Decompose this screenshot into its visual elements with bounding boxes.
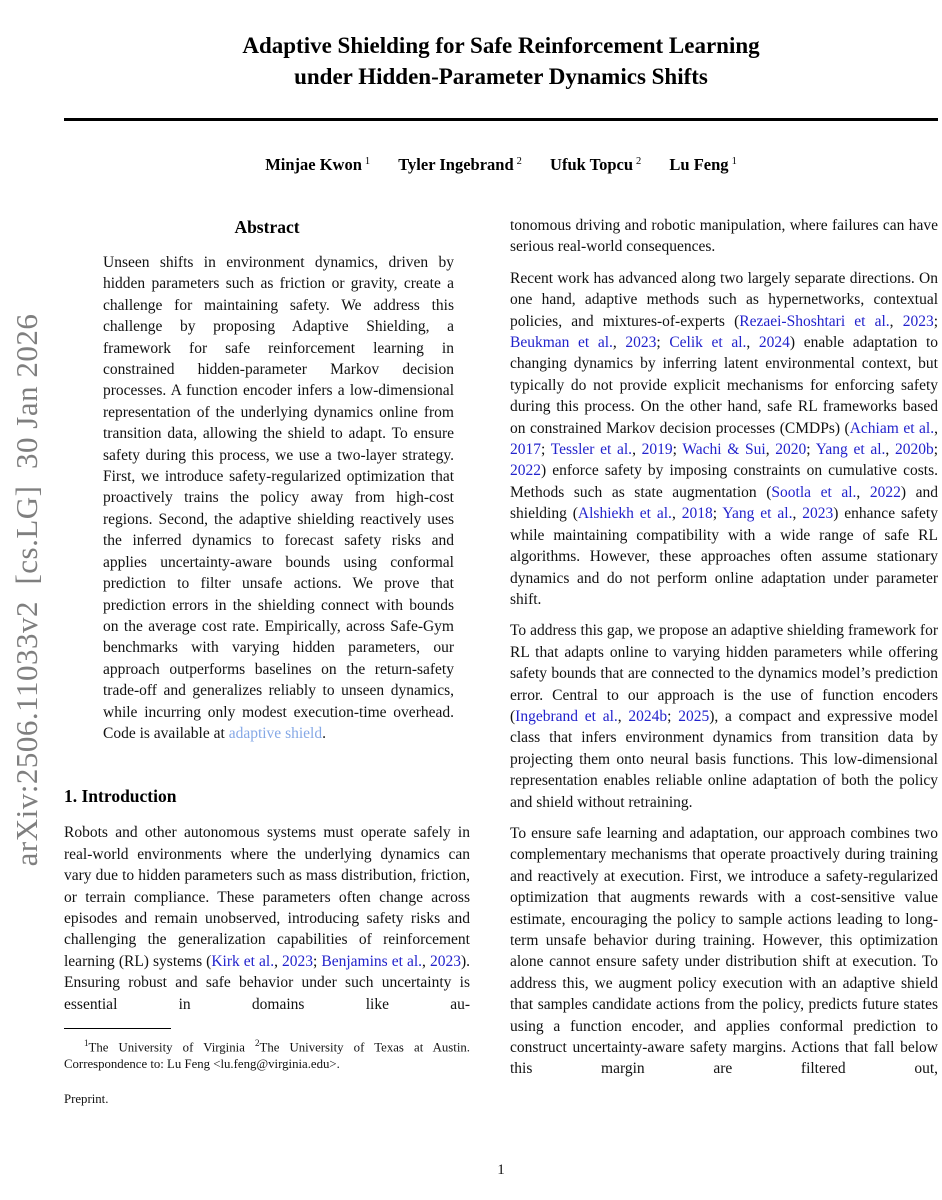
abstract-text: Unseen shifts in environment dynamics, driven by hidden parameters such as friction or gravity, create a challenge for maintaining safety. We address this challenge by proposing Adaptive Shielding, a framework for safe reinforcement learning in constrained hidden-parameter Markov decision processes. A function encoder infers a low-dimensional representation of the underlying dynamics online from transition data, allowing the shield to adapt. To ensure safety during this process, we use a two-layer strategy. First, we introduce safety-regularized optimization that proactively trains the policy away from high-cost regions. Second, the adaptive shielding reactively uses the inferred dynamics to forecast safety risks and applies uncertainty-aware bounds using conformal prediction to filter unsafe actions. We prove that prediction errors in the shielding connect with bounds on the average cost rate. Empirically, across Safe-Gym benchmarks with varying hidden parameters, our approach outperforms baselines on the return-safety trade-off and generalizes reliably to unseen dynamics, while incurring only modest execution-time overhead. Code is available at adaptive shield. xyxy=(103,254,454,742)
citation-link[interactable]: Achiam et al. xyxy=(849,419,935,437)
footnote-text: $^1$The University of Virginia $^2$The University of Texas at Austin. Correspondence to: Lu Feng <lu.feng@virginia.edu>. xyxy=(64,1038,470,1072)
footnote-block xyxy=(64,1028,470,1108)
citation-link[interactable]: Kirk et al. xyxy=(211,952,275,970)
citation-link[interactable]: 2025 xyxy=(678,707,710,725)
author xyxy=(265,155,370,174)
introduction-section xyxy=(64,822,470,1015)
citation-link[interactable]: Celik et al. xyxy=(669,334,747,352)
body-paragraph-1: tonomous driving and robotic manipulation, where failures can have serious real-world consequences. xyxy=(510,217,938,256)
two-column-body xyxy=(64,215,938,1108)
citation-link[interactable]: 2023 xyxy=(802,505,834,523)
page-number: 1 xyxy=(497,1162,505,1178)
citation-link[interactable]: Tessler et al. xyxy=(550,441,633,459)
citation-link[interactable]: 2017 xyxy=(510,441,541,459)
abstract-heading: Abstract xyxy=(234,217,300,237)
citation-link[interactable]: 2022 xyxy=(869,483,901,501)
citation-link[interactable]: Sootla et al. xyxy=(771,483,857,501)
paper-title-line1: Adaptive Shielding for Safe Reinforcement Learning xyxy=(242,33,760,58)
citation-link[interactable]: 2024b xyxy=(628,707,668,725)
citation-link[interactable]: 2024 xyxy=(758,334,790,352)
citation-link[interactable]: Alshiekh et al. xyxy=(577,505,672,523)
author-affiliation-sup: 1 xyxy=(364,155,371,167)
citation-link[interactable]: 2018 xyxy=(681,505,713,523)
citation-link[interactable]: 2023 xyxy=(429,952,461,970)
author xyxy=(669,155,736,174)
title-rule xyxy=(64,118,938,121)
citation-link[interactable]: 2022 xyxy=(510,462,541,480)
preprint-label: Preprint. xyxy=(64,1091,109,1106)
body-paragraph-3: To address this gap, we propose an adaptive shielding framework for RL that adapts online to varying hidden parameters while offering safety bounds that are connected to the dynamics model’s prediction error. Central to our approach is the use of function encoders (Ingebrand et al., 2024b; 2025), a compact and expressive model class that infers environment dynamics from transition data by projecting them onto neural basis functions. This low-dimensional representation enables reliable online adaptation of both the policy and shield without retraining. xyxy=(510,622,939,811)
author-name: Minjae Kwon xyxy=(265,155,362,174)
superscript: 2 xyxy=(255,1038,260,1048)
footnote-rule xyxy=(64,1028,171,1029)
superscript: 1 xyxy=(84,1038,89,1048)
citation-link[interactable]: 2023 xyxy=(625,334,657,352)
citation-link[interactable]: Yang et al. xyxy=(722,505,793,523)
author-name: Ufuk Topcu xyxy=(550,155,634,174)
citation-link[interactable]: Benjamins et al. xyxy=(321,952,423,970)
citation-link[interactable]: 2023 xyxy=(902,312,934,330)
paper-title xyxy=(64,30,938,92)
body-paragraph-2: Recent work has advanced along two largely separate directions. On one hand, adaptive methods such as hypernetworks, contextual policies, and mixtures-of-experts (Rezaei-Shoshtari et al., 2023; Beukman et al., 2023; Celik et al., 2024) enable adaptation to changing dynamics by inferring latent environmental context, but typically do not provide explicit mechanisms for enforcing safety during this process. On the other hand, safe RL frameworks based on constrained Markov decision processes (CMDPs) (Achiam et al., 2017; Tessler et al., 2019; Wachi & Sui, 2020; Yang et al., 2020b; 2022) enforce safety by imposing constraints on cumulative costs. Methods such as state augmentation (Sootla et al., 2022) and shielding (Alshiekh et al., 2018; Yang et al., 2023) enhance safety while maintaining compatibility with a wide range of safe RL algorithms. However, these approaches often assume stationary dynamics and do not perform online adaptation under parameter shift. xyxy=(510,269,939,608)
author-affiliation-sup: 1 xyxy=(731,155,737,167)
section-heading-introduction: 1. Introduction xyxy=(64,786,177,807)
author xyxy=(398,155,522,174)
citation-link[interactable]: 2023 xyxy=(282,952,314,970)
author-name: Tyler Ingebrand xyxy=(398,155,514,174)
code-link[interactable]: adaptive shield xyxy=(228,724,323,742)
citation-link[interactable]: Ingebrand et al. xyxy=(515,707,618,725)
citation-link[interactable]: 2020b xyxy=(894,441,934,459)
author-name: Lu Feng xyxy=(669,155,729,174)
body-paragraph-4: To ensure safe learning and adaptation, our approach combines two complementary mechanisms that operate proactively during training and reactively at execution. First, we introduce a safety-regularized optimization that augments rewards with a cost-sensitive value estimate, encouraging the policy to sample actions leading to long-term unsafe behavior during training. However, this optimization alone cannot ensure safety under distribution shift at execution. To address this, we augment policy execution with an adaptive shield that samples candidate actions from the policy, predicts future states using a function encoder, and applies conformal prediction to construct uncertainty-aware safety margins. Actions that fall below this margin are filtered out, xyxy=(510,824,938,1078)
paper-content xyxy=(64,0,938,1108)
citation-link[interactable]: Yang et al. xyxy=(815,441,886,459)
citation-link[interactable]: Beukman et al. xyxy=(510,334,613,352)
citation-link[interactable]: 2019 xyxy=(641,441,673,459)
abstract-section xyxy=(64,252,470,744)
author-list xyxy=(64,155,938,175)
arxiv-watermark: arXiv:2506.11033v2 [cs.LG] 30 Jan 2026 xyxy=(9,313,44,867)
right-column xyxy=(510,215,938,1090)
author-affiliation-sup: 2 xyxy=(516,155,522,167)
citation-link[interactable]: Rezaei-Shoshtari et al. xyxy=(739,312,890,330)
paper-title-line2: under Hidden-Parameter Dynamics Shifts xyxy=(294,64,708,89)
author-affiliation-sup: 2 xyxy=(636,155,642,167)
citation-link[interactable]: Wachi & Sui xyxy=(682,441,766,459)
left-column xyxy=(64,215,470,1108)
intro-paragraph: Robots and other autonomous systems must operate safely in real-world environments where the underlying dynamics can vary due to hidden parameters such as mass distribution, friction, or terrain compliance. These parameters often change across episodes and remain unobserved, introducing safety risks and challenging the generalization capabilities of reinforcement learning (RL) systems (Kirk et al., 2023; Benjamins et al., 2023). Ensuring robust and safe behavior under such uncertainty is essential in domains like au- xyxy=(64,824,471,1013)
author xyxy=(550,155,641,174)
citation-link[interactable]: 2020 xyxy=(775,441,807,459)
